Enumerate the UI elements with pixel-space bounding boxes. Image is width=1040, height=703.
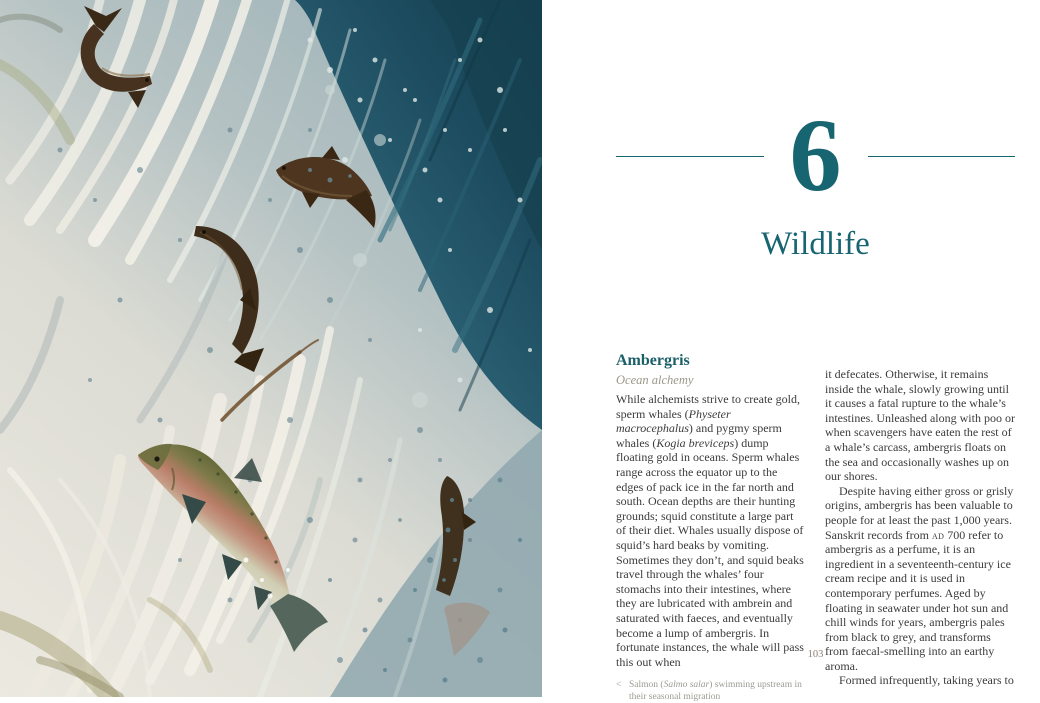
paragraph: Formed infrequently, taking years to	[839, 673, 1014, 688]
column-left-paragraphs	[616, 392, 806, 669]
paragraph: Despite having either gross or grisly origins, ambergris has been valuable to people for at least the past 1,000 years. Sanskrit records from ad 700 refer to ambergris as a perfume, it is an ingredient in a seventeenth-century ice cream recipe and it is used in contemporary perfumes. Aged by floating in seawater under hot sun and chill winds for years, ambergris pales from black to grey, and transforms from faecal-smelling into an earthy aroma.	[825, 483, 1014, 673]
chapter-number: 6	[789, 98, 842, 213]
paragraph: it defecates. Otherwise, it remains inside the whale, slowly growing until it causes a fatal rupture to the whale’s intestines. Unleashed along with poo or when scavengers have eaten the rest of a whale’s carcass, ambergris floats on the sea and occasionally washes up on our shores.	[825, 367, 1015, 484]
chapter-rule-left	[616, 156, 764, 157]
photo-caption	[616, 679, 806, 703]
chapter-head	[616, 98, 1015, 213]
page-number: 103	[807, 649, 824, 660]
article-subtitle: Ocean alchemy	[616, 373, 694, 387]
caption-text: Salmon (Salmo salar) swimming upstream in their seasonal migration	[629, 680, 802, 703]
chapter-title: Wildlife	[761, 226, 870, 262]
paragraph: While alchemists strive to create gold, sperm whales (Physeter macrocephalus) and pygmy sperm whales (Kogia breviceps) dump floating gold in oceans. Sperm whales range across the equator up to the edges of pack ice in the far north and south. Ocean depths are their hunting grounds; squid constitute a large part of their diet. Whales usually dispose of squid’s hard beaks by vomiting. Sometimes they don’t, and squid beaks travel through the whales’ four stomachs into their intestines, where they are lubricated with ambrein and saturated with faeces, and eventually become a lump of ambergris. In fortunate instances, the whale will pass this out when	[616, 392, 804, 669]
article-heading: Ambergris	[616, 352, 690, 369]
chapter-page	[542, 0, 1040, 703]
chapter-rule-right	[868, 156, 1016, 157]
caption-marker: <	[616, 680, 622, 691]
